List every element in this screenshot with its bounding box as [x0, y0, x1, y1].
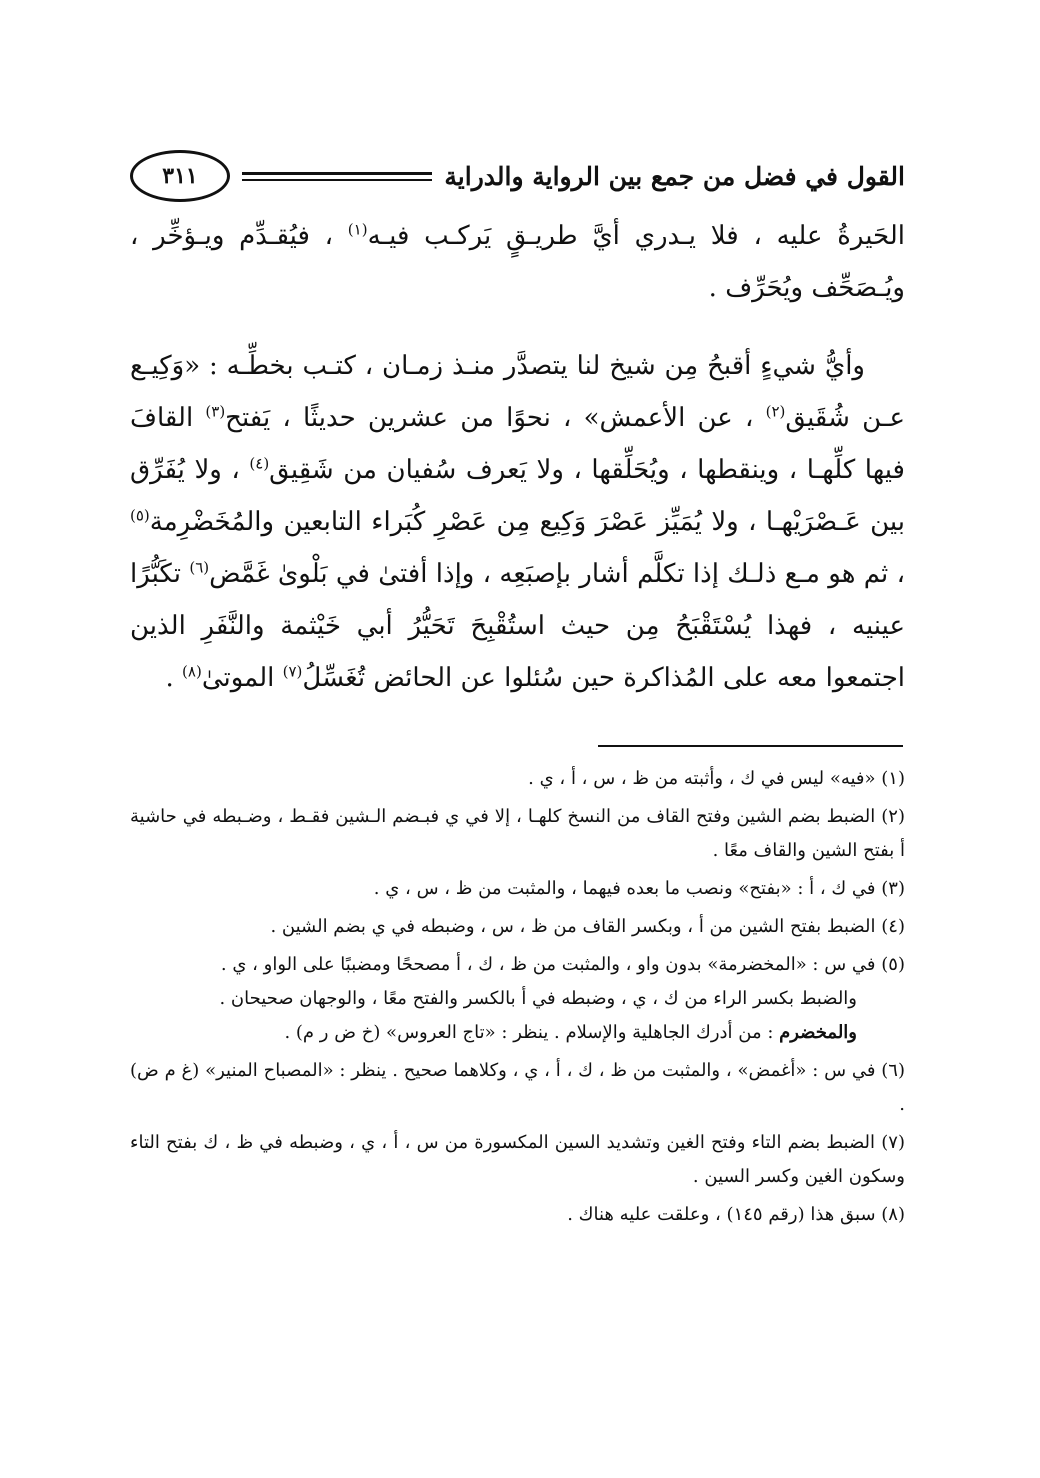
- footnote-2: (٢) الضبط بضم الشين وفتح القاف من النسخ كلهـا ، إلا في ي فبـضم الـشين فقـط ، وضـبطه في حاشية أ بفتح الشين والقاف معًا .: [130, 806, 905, 861]
- footnote-7: (٧) الضبط بضم التاء وفتح الغين وتشديد السين المكسورة من س ، أ ، ي ، وضبطه في ظ ، ك بفتح التاء وسكون الغين وكسر السين .: [130, 1132, 905, 1187]
- page-number-oval: [130, 150, 230, 202]
- footnote-ref-5[interactable]: (٥): [130, 506, 150, 525]
- paragraph-2: وأيُّ شيءٍ أقبحُ مِن شيخ لنا يتصدَّر منـذ زمـان ، كتـب بخطِّـه : «وَكِيـع عـن شُقَيق$^{(٢)}$ ، عن الأعمش» ، نحوًا من عشرين حديثًا ، يَفتح$^{(٣)}$ القافَ فيها كلِّهـا ، وينقطها ، ويُحَلِّقها ، ولا يَعرف سُفيان من شَقِيق$^{(٤)}$ ، ولا يُفَرِّق بين عَـصْرَيْهـا ، ولا يُمَيِّز عَصْرَ وَكِيع مِن عَصْرِ كُبَراء التابعين والمُخَضْرِمة$^{(٥)}$ ، ثم هو مـع ذلـك إذا تكلَّم أشار بإصبَعِه ، وإذا أفتىٰ في بَلْوىٰ غَمَّض$^{(٦)}$ تكَبُّرًا عينيه ، فهذا يُسْتَقْبَحُ مِن حيث استُقْبِحَ تَحَيُّرُ أبي خَيْثمة والنَّفَرِ الذين اجتمعوا معه على المُذاكرة حين سُئلوا عن الحائض تُغَسِّلُ$^{(٧)}$ الموتىٰ$^{(٨)}$ .: [130, 351, 906, 693]
- footnote-3: (٣) في ك ، أ : «بفتح» ونصب ما بعده فيهما ، والمثبت من ظ ، س ، ي .: [373, 878, 905, 899]
- footnote-5-definition: والمخضرم : من أدرك الجاهلية والإسلام . ينظر : «تاج العروس» (خ ض ر م) .: [284, 1022, 857, 1043]
- footnote-4: (٤) الضبط بفتح الشين من أ ، وبكسر القاف من ظ ، س ، وضبطه في ي بضم الشين .: [270, 916, 905, 937]
- footnote-ref-2[interactable]: (٢): [765, 402, 786, 421]
- footnote-ref-8[interactable]: (٨): [182, 662, 202, 681]
- footnote-ref-6[interactable]: (٦): [189, 558, 210, 577]
- running-title: القول في فضل من جمع بين الرواية والدراية: [444, 161, 905, 191]
- footnote-ref-1[interactable]: (١): [347, 220, 368, 239]
- page-header: [130, 148, 905, 204]
- page-number: ٣١١: [162, 163, 198, 189]
- footnote-5: (٥) في س : «المخضرمة» بدون واو ، والمثبت من ظ ، ك ، أ مصححًا ومضببًا على الواو ، ي . والضبط بكسر الراء من ك ، ي ، وضبطه في أ بالكسر والفتح معًا ، والوجهان صحيحان . والمخضرم : من أدرك الجاهلية والإسلام . ينظر : «تاج العروس» (خ ض ر م) .: [130, 948, 905, 1050]
- footnote-ref-7[interactable]: (٧): [282, 662, 303, 681]
- footnotes: [130, 762, 905, 1236]
- footnote-6: (٦) في س : «أغمض» ، والمثبت من ظ ، ك ، أ ، ي ، وكلاهما صحيح . ينظر : «المصباح المنير» (غ م ض) .: [130, 1060, 905, 1115]
- header-rule: [242, 172, 432, 181]
- footnote-5-note: والضبط بكسر الراء من ك ، ي ، وضبطه في أ بالكسر والفتح معًا ، والوجهان صحيحان .: [219, 988, 857, 1009]
- footnote-ref-4[interactable]: (٤): [249, 454, 270, 473]
- footnote-1: (١) «فيه» ليس في ك ، وأثبته من ظ ، س ، أ ، ي .: [528, 768, 905, 789]
- footnote-divider: [598, 745, 903, 747]
- paragraph-1: الحَيرةُ عليه ، فلا يـدري أيَّ طريـقٍ يَركـب فيـه$^{(١)}$ ، فيُقـدِّم ويـؤخِّر ، ويُـصَحِّف ويُحَرِّف .: [130, 220, 905, 303]
- main-text: [130, 210, 905, 704]
- footnote-8: (٨) سبق هذا (رقم ١٤٥) ، وعلقت عليه هناك .: [567, 1204, 905, 1225]
- footnote-ref-3[interactable]: (٣): [205, 402, 226, 421]
